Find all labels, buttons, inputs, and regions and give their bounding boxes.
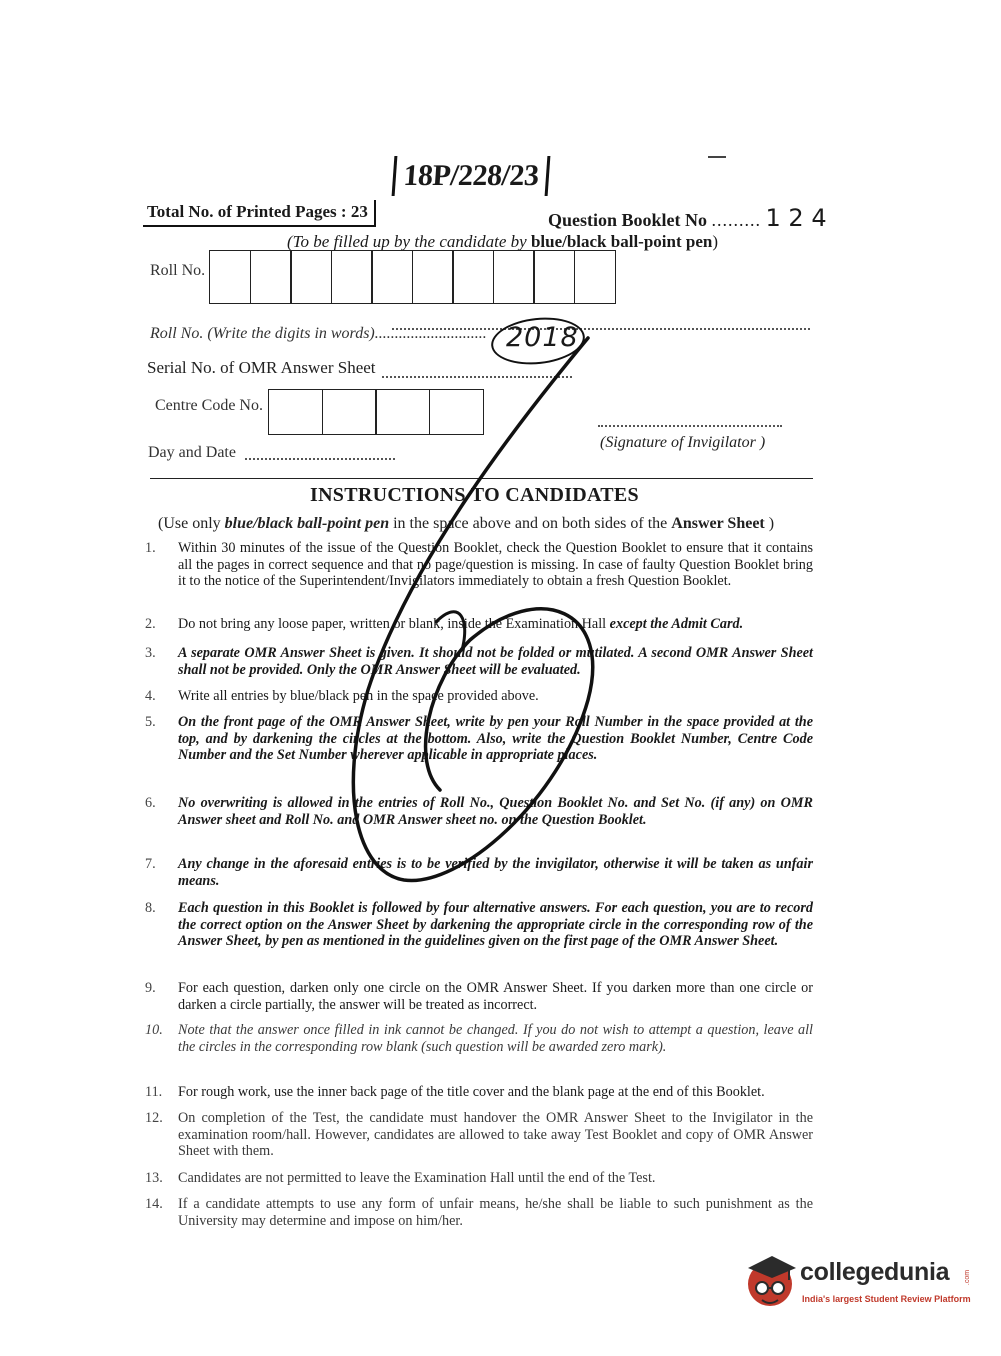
instruction-number: 6.	[145, 795, 156, 811]
instruction-item	[145, 900, 813, 950]
instruction-item	[145, 795, 813, 828]
booklet-label: Question Booklet No	[548, 210, 708, 230]
instruction-text: On the front page of the OMR Answer Sheet, write by pen your Roll Number in the space provided at the top, and by darkening the circles at the bottom. Also, write the Question Booklet Number, Centre Code Number and the Set Number wherever applicable in appropriate places.	[178, 714, 813, 763]
instruction-number: 11.	[145, 1084, 163, 1100]
sub-ital: blue/black ball-point pen	[224, 515, 390, 532]
instruction-text: If a candidate attempts to use any form of unfair means, he/she shall be liable to such punishment as the University may determine and impose on him/her.	[178, 1196, 813, 1229]
sub-mid: in the space above and on both sides of the	[389, 515, 672, 532]
brand-tagline: India's largest Student Review Platform	[802, 1294, 971, 1304]
invigilator-signature-label: (Signature of Invigilator )	[600, 434, 766, 451]
roll-box[interactable]	[209, 250, 251, 304]
centre-code-boxes	[268, 389, 482, 435]
centre-box[interactable]	[322, 389, 377, 435]
instruction-item	[145, 714, 813, 764]
instruction-item	[145, 980, 813, 1013]
fill-note-bold: blue/black ball-point pen	[530, 232, 713, 251]
instruction-text: Within 30 minutes of the issue of the Question Booklet, check the Question Booklet to ensure that it contains all the pages in correct sequence and that no page/question is missing. In case of faulty Question Booklet bring it to the notice of the Superintendent/Invigilators immediately to obtain a fresh Question Booklet.	[178, 540, 813, 589]
instructions-subheading	[158, 515, 774, 533]
instruction-text	[178, 616, 813, 633]
instruction-text: A separate OMR Answer Sheet is given. It should not be folded or mutilated. A second OMR Answer Sheet shall not be provided. Only the OMR Answer Sheet will be evaluated.	[178, 645, 813, 678]
roll-box[interactable]	[452, 250, 494, 304]
instruction-item	[145, 688, 813, 705]
omr-serial-line[interactable]	[382, 376, 572, 378]
paper-code: 18P/228/23	[392, 156, 551, 196]
roll-box[interactable]	[250, 250, 292, 304]
signature-line[interactable]	[598, 425, 782, 427]
instruction-item	[145, 1022, 813, 1055]
centre-box[interactable]	[268, 389, 323, 435]
instruction-item	[145, 616, 813, 633]
instruction-text: Note that the answer once filled in ink cannot be changed. If you do not wish to attempt a question, leave all the circles in the corresponding row blank (such question will be awarded zero mark).	[178, 1022, 813, 1055]
omr-serial-label: Serial No. of OMR Answer Sheet	[147, 358, 376, 377]
section-divider	[150, 478, 813, 479]
instruction-text: On completion of the Test, the candidate must handover the OMR Answer Sheet to the Invigilator in the examination room/hall. However, candidates are allowed to take away Test Booklet and copy of OMR Answer Sheet with them.	[178, 1110, 813, 1159]
brand-name: collegedunia	[800, 1258, 950, 1286]
day-date-line[interactable]	[245, 458, 395, 460]
roll-number-label: Roll No.	[150, 262, 206, 279]
fill-note-post: )	[712, 232, 718, 251]
instruction-number: 5.	[145, 714, 156, 730]
instruction-number: 8.	[145, 900, 156, 916]
fill-instruction	[287, 232, 718, 252]
instruction-text-emphasis: except the Admit Card.	[609, 616, 744, 632]
instruction-item	[145, 1170, 813, 1187]
instruction-item	[145, 540, 813, 590]
instruction-number: 4.	[145, 688, 156, 704]
corner-mark	[708, 156, 726, 158]
instruction-text: Each question in this Booklet is followed by four alternative answers. For each question, you are to record the correct option on the Answer Sheet by darkening the appropriate circle in the corresponding row of the Answer Sheet, by pen as mentioned in the guidelines given on the first page of the OMR Answer Sheet.	[178, 900, 813, 949]
instruction-text: For rough work, use the inner back page of the title cover and the blank page at the end of this Booklet.	[178, 1084, 765, 1100]
booklet-dots: .........	[711, 210, 762, 230]
handwritten-number: 2018	[506, 322, 579, 353]
day-date-label: Day and Date	[148, 444, 236, 461]
centre-code-label: Centre Code No.	[155, 397, 263, 414]
instruction-text: No overwriting is allowed in the entries of Roll No., Question Booklet No. and Set No. (if any) on OMR Answer sheet and Roll No. and OMR Answer sheet no. on the Question Booklet.	[178, 795, 813, 828]
instruction-item	[145, 1084, 813, 1101]
instruction-text: Candidates are not permitted to leave the Examination Hall until the end of the Test.	[178, 1170, 656, 1186]
printed-pages-label: Total No. of Printed Pages : 23	[143, 200, 376, 227]
instructions-heading-text: INSTRUCTIONS TO CANDIDATES	[309, 484, 639, 506]
collegedunia-watermark	[742, 1248, 972, 1314]
instruction-text: For each question, darken only one circle on the OMR Answer Sheet. If you darken more than one circle or darken a circle partially, the answer will be treated as incorrect.	[178, 980, 813, 1013]
sub-post: )	[764, 515, 775, 532]
instruction-item	[145, 1110, 813, 1160]
instruction-item	[145, 645, 813, 678]
centre-box[interactable]	[429, 389, 484, 435]
instruction-number: 12.	[145, 1110, 163, 1126]
roll-words-line[interactable]	[392, 328, 810, 330]
instruction-text: Any change in the aforesaid entries is to be verified by the invigilator, otherwise it will be taken as unfair means.	[178, 856, 813, 889]
instruction-number: 2.	[145, 616, 156, 632]
sub-bold: Answer Sheet	[671, 515, 765, 532]
roll-box[interactable]	[331, 250, 373, 304]
roll-number-boxes	[209, 250, 614, 304]
instruction-item	[145, 1196, 813, 1229]
question-booklet-number	[548, 204, 827, 232]
centre-box[interactable]	[375, 389, 430, 435]
brand-tld: .com	[964, 1269, 972, 1286]
roll-box[interactable]	[412, 250, 454, 304]
booklet-number-value: 1 2 4	[765, 204, 827, 232]
mascot-icon	[742, 1248, 802, 1314]
roll-box[interactable]	[493, 250, 535, 304]
roll-box[interactable]	[371, 250, 413, 304]
roll-words-text: Roll No. (Write the digits in words)	[150, 325, 375, 342]
roll-box[interactable]	[574, 250, 616, 304]
instruction-number: 1.	[145, 540, 156, 556]
instruction-number: 14.	[145, 1196, 163, 1212]
instructions-heading	[0, 484, 1001, 507]
instruction-number: 7.	[145, 856, 156, 872]
instruction-number: 3.	[145, 645, 156, 661]
sub-pre: (Use only	[158, 515, 225, 532]
roll-box[interactable]	[290, 250, 332, 304]
roll-box[interactable]	[533, 250, 575, 304]
roll-words-dots-text: ............................	[374, 325, 487, 342]
instruction-number: 13.	[145, 1170, 163, 1186]
fill-note-pre: (To be filled up by the candidate by	[287, 232, 531, 251]
instruction-text-main: Do not bring any loose paper, written or blank, inside the Examination Hall	[178, 616, 610, 632]
instruction-item	[145, 856, 813, 889]
instruction-number: 9.	[145, 980, 156, 996]
instruction-text: Write all entries by blue/black pen in the space provided above.	[178, 688, 539, 704]
instruction-number: 10.	[145, 1022, 163, 1038]
